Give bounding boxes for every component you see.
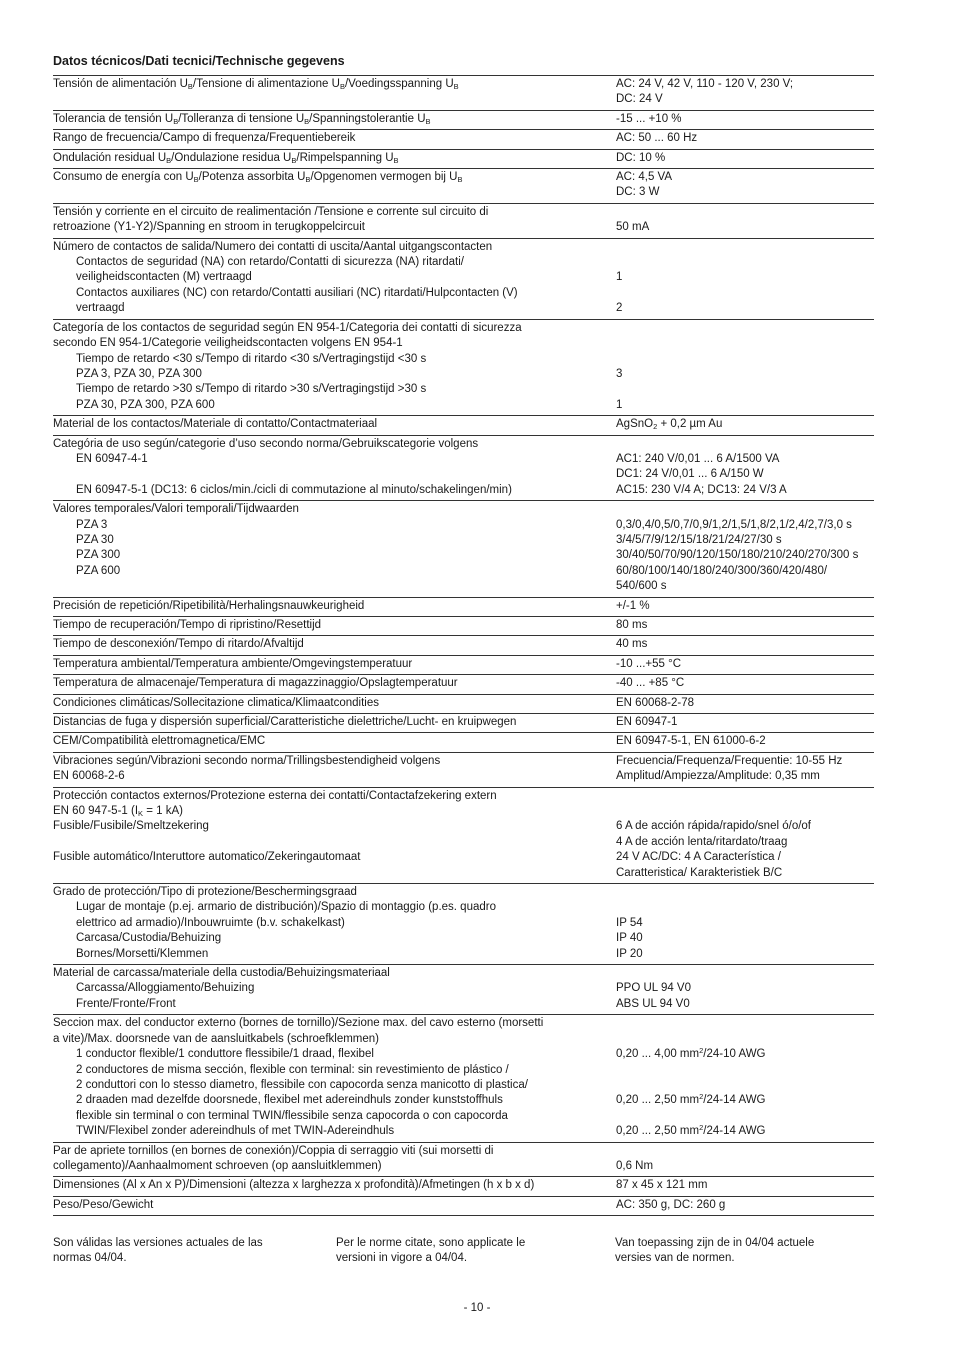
label-line: Temperatura de almacenaje/Temperatura di magazzinaggio/Opslagtemperatuur <box>53 677 458 690</box>
row-label <box>53 694 616 713</box>
label-line: 2 conductores de misma sección, flexible con terminal: sin revestimiento de plástico / <box>76 1063 509 1076</box>
row-value <box>616 733 874 752</box>
row-label <box>53 416 616 435</box>
label-line: Bornes/Morsetti/Klemmen <box>76 947 209 960</box>
value-line: ABS UL 94 V0 <box>616 997 690 1010</box>
table-row <box>53 714 874 733</box>
value-line <box>616 1032 874 1047</box>
row-label <box>53 110 616 129</box>
value-line: 0,3/0,4/0,5/0,7/0,9/1,2/1,5/1,8/2,1/2,4/2,7/3,0 s <box>616 518 852 531</box>
row-label <box>53 149 616 168</box>
table-row <box>53 787 874 883</box>
row-label <box>53 203 616 238</box>
footnote-line: versies van de normen. <box>615 1252 735 1265</box>
value-line: 6 A de acción rápida/rapido/snel ó/o/of <box>616 820 812 833</box>
label-line: a vite)/Max. doorsnede van de aansluitkabels (schroefklemmen) <box>53 1032 379 1045</box>
label-line: Material de carcassa/materiale della custodia/Behuizingsmateriaal <box>53 967 390 980</box>
value-line: DC1: 24 V/0,01 ... 6 A/150 W <box>616 468 764 481</box>
label-line: EN 60 947-5-1 ($I_K = 1$ kA) <box>53 805 183 819</box>
label-line: Número de contactos de salida/Numero dei contatti di uscita/Aantal uitgangscontacten <box>53 240 493 253</box>
row-value <box>616 203 874 238</box>
table-row <box>53 1142 874 1177</box>
label-line: elettrico ad armadio)/Inbouwruimte (b.v. schakelkast) <box>76 916 345 929</box>
label-line: EN 60947-4-1 <box>76 452 148 465</box>
value-line: EN 60947-5-1, EN 61000-6-2 <box>616 735 766 748</box>
value-line <box>616 1063 874 1078</box>
value-line <box>616 1109 874 1124</box>
footnote-line: Son válidas las versiones actuales de las <box>53 1237 263 1249</box>
value-line: 0,20 ... 2,50 $mm^2/24-14$ AWG <box>616 1123 766 1138</box>
value-line <box>616 352 874 367</box>
label-line: Par de apriete tornillos (en bornes de conexión)/Coppia di serraggio viti (sui morsetti di <box>53 1144 494 1157</box>
table-row <box>53 203 874 238</box>
footnote-line: Per le norme citate, sono applicate le <box>336 1237 526 1249</box>
value-line: IP 54 <box>616 916 643 929</box>
label-line: vertraagd <box>76 302 125 315</box>
label-line: TWIN/Flexibel zonder adereindhuls of met TWIN-Adereindhuls <box>76 1125 395 1138</box>
row-value <box>616 965 874 1015</box>
value-line <box>616 1016 874 1031</box>
row-label <box>53 1177 616 1196</box>
table-row <box>53 655 874 674</box>
value-line <box>616 789 874 804</box>
table-row <box>53 319 874 415</box>
value-line: -15 ... +10 % <box>616 112 682 125</box>
label-line: 1 conductor flexible/1 conduttore flessibile/1 draad, flexibel <box>76 1048 374 1061</box>
label-line: Temperatura ambiental/Temperatura ambiente/Omgevingstemperatuur <box>53 657 413 670</box>
table-row <box>53 694 874 713</box>
label-line: Carcasa/Custodia/Behuizing <box>76 932 222 945</box>
table-row <box>53 597 874 616</box>
table-row <box>53 1015 874 1142</box>
row-value <box>616 694 874 713</box>
row-value <box>616 416 874 435</box>
row-value <box>616 501 874 597</box>
row-label <box>53 238 616 319</box>
value-line: PPO UL 94 V0 <box>616 982 692 995</box>
footnote-line: Van toepassing zijn de in 04/04 actuele <box>615 1237 815 1249</box>
row-value <box>616 149 874 168</box>
label-line: Contactos de seguridad (NA) con retardo/Contatti di sicurezza (NA) ritardati/ <box>76 256 464 269</box>
table-row <box>53 884 874 965</box>
value-line <box>616 382 874 397</box>
footnote-nl <box>615 1236 814 1267</box>
label-line <box>53 579 614 594</box>
row-value <box>616 169 874 204</box>
label-line: PZA 600 <box>76 564 121 577</box>
label-line: Fusible/Fusibile/Smeltzekering <box>53 820 209 833</box>
label-line: Tiempo de retardo >30 s/Tempo di ritardo >30 s/Vertragingstijd >30 s <box>76 383 427 396</box>
label-line: retroazione (Y1-Y2)/Spanning en stroom in terugkoppelcircuit <box>53 221 365 234</box>
row-label <box>53 1015 616 1142</box>
table-row <box>53 149 874 168</box>
value-line: -10 ...+55 °C <box>616 657 682 670</box>
footnote-line: normas 04/04. <box>53 1252 127 1265</box>
value-line <box>616 804 874 819</box>
label-line: Tensión y corriente en el circuito de realimentación /Tensione e corrente sul circuito di <box>53 205 489 218</box>
row-value <box>616 616 874 635</box>
value-line: EN 60068-2-78 <box>616 696 694 709</box>
value-line: 30/40/50/70/90/120/150/180/210/240/270/300 s <box>616 549 859 562</box>
label-line <box>53 467 614 482</box>
value-line: 1 <box>616 271 623 284</box>
value-line <box>616 885 874 900</box>
value-line: DC: 3 W <box>616 186 660 199</box>
value-line <box>616 1078 874 1093</box>
value-line <box>616 966 874 981</box>
table-row <box>53 110 874 129</box>
label-line: Categoría de los contactos de seguridad según EN 954-1/Categoria dei contatti di sicurezza <box>53 321 522 334</box>
value-line: EN 60947-1 <box>616 716 678 728</box>
label-line: Vibraciones según/Vibrazioni secondo norma/Trillingsbestendigheid volgens <box>53 754 441 767</box>
value-line: IP 20 <box>616 947 643 960</box>
value-line: 2 <box>616 302 623 315</box>
value-line: 0,20 ... 4,00 $mm^2/24-10$ AWG <box>616 1046 766 1061</box>
value-line: AC15: 230 V/4 A; DC13: 24 V/3 A <box>616 483 787 496</box>
row-value <box>616 76 874 111</box>
table-row <box>53 675 874 694</box>
label-line <box>53 185 614 200</box>
table-row <box>53 169 874 204</box>
row-value <box>616 655 874 674</box>
row-label <box>53 655 616 674</box>
row-label <box>53 169 616 204</box>
value-line: AC: 350 g, DC: 260 g <box>616 1198 726 1211</box>
value-line: 4 A de acción lenta/ritardato/traag <box>616 835 788 848</box>
value-line: 24 V AC/DC: 4 A Característica / <box>616 851 781 864</box>
label-line: Tiempo de recuperación/Tempo di ripristino/Resettijd <box>53 618 322 631</box>
label-line: PZA 300 <box>76 549 121 562</box>
value-line: 87 x 45 x 121 mm <box>616 1179 708 1192</box>
label-line: Lugar de montaje (p.ej. armario de distribución)/Spazio di montaggio (p.es. quadro <box>76 901 496 914</box>
row-value <box>616 238 874 319</box>
label-line <box>53 92 614 107</box>
row-value <box>616 752 874 787</box>
table-row <box>53 965 874 1015</box>
label-line: EN 60068-2-6 <box>53 770 125 783</box>
row-label <box>53 616 616 635</box>
value-line <box>616 286 874 301</box>
row-value <box>616 714 874 733</box>
label-line: Fusible automático/Interuttore automatico/Zekeringautomaat <box>53 851 361 864</box>
label-line: EN 60947-5-1 (DC13: 6 ciclos/min./cicli di commutazione al minuto/schakelingen/min) <box>76 483 512 496</box>
value-line: AC: 4,5 VA <box>616 171 673 184</box>
row-label <box>53 675 616 694</box>
value-line <box>616 255 874 270</box>
row-label <box>53 1196 616 1215</box>
technical-data-table <box>53 75 874 1216</box>
row-value <box>616 1196 874 1215</box>
row-label <box>53 130 616 149</box>
table-row <box>53 752 874 787</box>
value-line <box>616 900 874 915</box>
row-value <box>616 1015 874 1142</box>
row-value <box>616 787 874 883</box>
label-line: Tolerancia de tensión $U_B$/Tolleranza di tensione $U_B$/Spanningstolerantie $U_B$ <box>53 112 431 126</box>
table-row <box>53 238 874 319</box>
row-label <box>53 435 616 501</box>
label-line: Categória de uso según/categorie d’uso secondo norma/Gebruikscategorie volgens <box>53 437 479 450</box>
value-line <box>616 1144 874 1159</box>
value-line <box>616 240 874 255</box>
value-line: 50 mA <box>616 221 650 234</box>
label-line: veiligheidscontacten (M) vertraagd <box>76 271 252 284</box>
document-page <box>53 53 874 1216</box>
row-label <box>53 636 616 655</box>
value-line <box>616 321 874 336</box>
row-value <box>616 130 874 149</box>
value-line: +/-1 % <box>616 599 650 612</box>
label-line: PZA 3 <box>76 518 108 531</box>
value-line: AC1: 240 V/0,01 ... 6 A/1500 VA <box>616 452 780 465</box>
label-line: PZA 30 <box>76 533 114 546</box>
label-line: PZA 3, PZA 30, PZA 300 <box>76 367 202 380</box>
value-line: DC: 10 % <box>616 151 666 164</box>
value-line: 60/80/100/140/180/240/300/360/420/480/ <box>616 564 828 577</box>
label-line: Protección contactos externos/Protezione esterna dei contatti/Contactafzekering extern <box>53 789 497 802</box>
label-line: Tiempo de desconexión/Tempo di ritardo/Afvaltijd <box>53 638 304 651</box>
value-line: AgSnO$_2$ + 0,2 µm Au <box>616 418 723 432</box>
table-row <box>53 501 874 597</box>
label-line: Dimensiones (Al x An x P)/Dimensioni (altezza x larghezza x profondità)/Afmetingen (h x b x d) <box>53 1179 535 1192</box>
value-line: Caratteristica/ Karakteristiek B/C <box>616 866 783 879</box>
table-row <box>53 435 874 501</box>
label-line: CEM/Compatibilità elettromagnetica/EMC <box>53 735 266 748</box>
table-row <box>53 1196 874 1215</box>
table-row <box>53 76 874 111</box>
label-line: Material de los contactos/Materiale di contatto/Contactmateriaal <box>53 418 378 431</box>
label-line <box>53 835 614 850</box>
row-label <box>53 597 616 616</box>
value-line: 540/600 s <box>616 580 667 593</box>
row-value <box>616 110 874 129</box>
row-label <box>53 501 616 597</box>
value-line: Frecuencia/Frequenza/Frequentie: 10-55 Hz <box>616 754 843 767</box>
row-value <box>616 435 874 501</box>
label-line: Precisión de repetición/Ripetibilità/Herhalingsnauwkeurigheid <box>53 599 365 612</box>
table-row <box>53 130 874 149</box>
label-line: Frente/Fronte/Front <box>76 997 176 1010</box>
label-line: collegamento)/Aanhaalmoment schroeven (op aansluitklemmen) <box>53 1159 382 1172</box>
label-line: Condiciones climáticas/Sollecitazione climatica/Klimaatcondities <box>53 696 379 709</box>
row-label <box>53 714 616 733</box>
label-line: Grado de protección/Tipo di protezione/Beschermingsgraad <box>53 886 357 899</box>
label-line: secondo EN 954-1/Categorie veiligheidscontacten volgens EN 954-1 <box>53 337 403 350</box>
row-label <box>53 965 616 1015</box>
row-label <box>53 733 616 752</box>
table-row <box>53 416 874 435</box>
value-line: AC: 50 ... 60 Hz <box>616 132 698 145</box>
row-label <box>53 884 616 965</box>
label-line: Tensión de alimentación $U_B$/Tensione di alimentazione $U_B$/Voedingsspanning $U_B$ <box>53 78 459 91</box>
label-line: 2 draaden mad dezelfde doorsnede, flexibel met adereindhuls zonder kunststoffhuls <box>76 1094 503 1107</box>
value-line <box>616 502 874 517</box>
label-line: PZA 30, PZA 300, PZA 600 <box>76 398 215 411</box>
row-label <box>53 787 616 883</box>
row-label <box>53 319 616 415</box>
row-value <box>616 1142 874 1177</box>
value-line: -40 ... +85 °C <box>616 677 685 690</box>
value-line: 1 <box>616 398 623 411</box>
page-number: - 10 - <box>463 1302 491 1314</box>
row-label <box>53 76 616 111</box>
value-line: 0,20 ... 2,50 $mm^2/24-14$ AWG <box>616 1092 766 1107</box>
label-line: Distancias de fuga y dispersión superficial/Caratteristiche dielettriche/Lucht- en kruipwegen <box>53 716 517 728</box>
value-line: 3/4/5/7/9/12/15/18/21/24/27/30 s <box>616 533 782 546</box>
label-line: flexible sin terminal o con terminal TWIN/flessibile senza capocorda o con capocorda <box>76 1109 508 1122</box>
value-line: Amplitud/Ampiezza/Amplitude: 0,35 mm <box>616 770 820 783</box>
value-line <box>616 437 874 452</box>
table-row <box>53 733 874 752</box>
value-line: AC: 24 V, 42 V, 110 - 120 V, 230 V; <box>616 78 794 90</box>
label-line: Rango de frecuencia/Campo di frequenza/Frequentiebereik <box>53 132 356 145</box>
label-line: Seccion max. del conductor externo (bornes de tornillo)/Sezione max. del cavo esterno (morsetti <box>53 1017 544 1030</box>
value-line: IP 40 <box>616 932 643 945</box>
label-line: Carcassa/Alloggiamento/Behuizing <box>76 982 255 995</box>
value-line: 80 ms <box>616 618 648 631</box>
row-value <box>616 597 874 616</box>
footnote-line: versioni in vigore a 04/04. <box>336 1252 468 1265</box>
label-line <box>53 866 614 881</box>
footnote-es <box>53 1236 263 1267</box>
label-line: Valores temporales/Valori temporali/Tijdwaarden <box>53 503 299 516</box>
label-line: Peso/Peso/Gewicht <box>53 1198 154 1211</box>
value-line: 40 ms <box>616 638 648 651</box>
label-line: 2 conduttori con lo stesso diametro, flessibile con capocorda senza manicotto di plastica/ <box>76 1078 528 1091</box>
row-value <box>616 319 874 415</box>
label-line: Ondulación residual $U_B$/Ondulazione residua $U_B$/Rimpelspanning $U_B$ <box>53 151 399 165</box>
label-line: Contactos auxiliares (NC) con retardo/Contatti ausiliari (NC) ritardati/Hulpcontacten (V) <box>76 286 518 299</box>
label-line: Consumo de energía con $U_B$/Potenza assorbita $U_B$/Opgenomen vermogen bij $U_B$ <box>53 171 463 185</box>
row-value <box>616 675 874 694</box>
value-line: DC: 24 V <box>616 93 663 106</box>
row-label <box>53 752 616 787</box>
value-line: 0,6 Nm <box>616 1159 654 1172</box>
table-row <box>53 616 874 635</box>
value-line <box>616 336 874 351</box>
row-value <box>616 1177 874 1196</box>
row-value <box>616 884 874 965</box>
value-line <box>616 205 874 220</box>
row-value <box>616 636 874 655</box>
row-label <box>53 1142 616 1177</box>
table-row <box>53 1177 874 1196</box>
label-line: Tiempo de retardo <30 s/Tempo di ritardo <30 s/Vertragingstijd <30 s <box>76 352 427 365</box>
table-row <box>53 636 874 655</box>
value-line: 3 <box>616 367 623 380</box>
page-title: Datos técnicos/Dati tecnici/Technische gegevens <box>53 54 345 68</box>
footnote-it <box>336 1236 525 1267</box>
